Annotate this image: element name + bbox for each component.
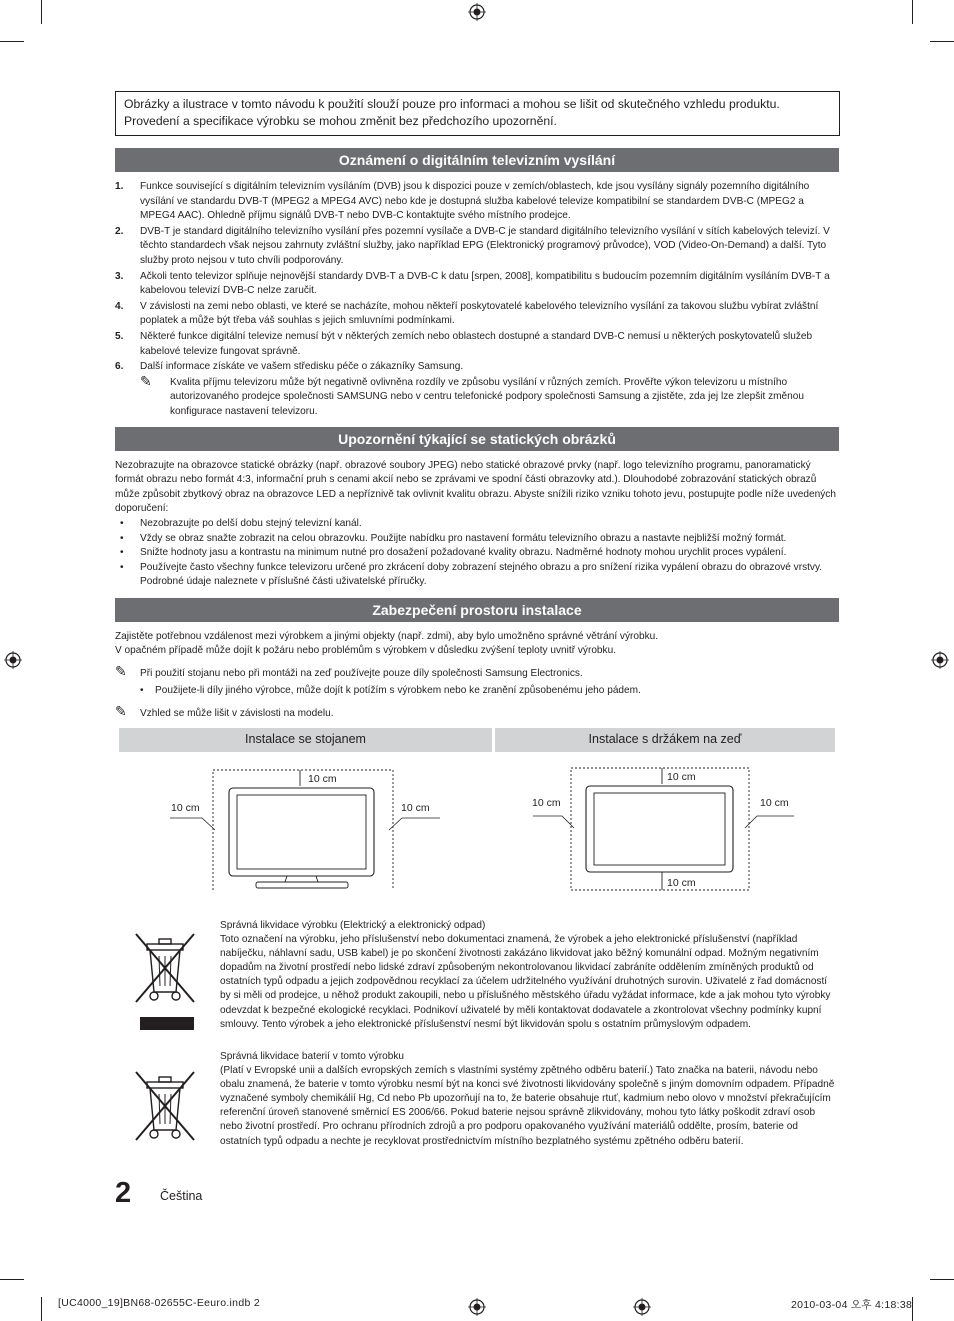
bullet-icon: • [120, 518, 124, 529]
still-images-bullets [115, 517, 839, 590]
page-language: Čeština [160, 1189, 203, 1203]
crop-mark [930, 41, 954, 42]
clearance-top-label: 10 cm [667, 771, 696, 783]
list-item: 1. Funkce související s digitálním televizním vysíláním (DVB) jsou k dispozici pouze v zemích/oblastech, kde jsou vysílány signály pozemního digitálního vysílání ve standardu DVB-T (MPEG2 a MPEG4 AVC) nebo kde je dostupná služba kabelové televize kompatibilní se standardem DVB-C (MPEG2 a MPEG4 AAC). Ohledně příjmu signálů DVB-T nebo DVB-C kontaktujte svého místního prodejce. [115, 181, 810, 222]
bullet-icon: • [120, 532, 124, 544]
digital-broadcast-list [115, 180, 839, 421]
section-heading-installation-space: Zabezpečení prostoru instalace [115, 598, 839, 622]
clearance-top-label: 10 cm [308, 773, 337, 785]
registration-mark-icon [468, 3, 486, 21]
registration-mark-icon [931, 651, 949, 669]
crossed-bin-icon [133, 930, 197, 1034]
weee-battery-title: Správná likvidace baterií v tomto výrobku [220, 1051, 405, 1062]
bullet-icon: • [120, 561, 124, 573]
installation-note-1: ✎ Při použití stojanu nebo při montáži na zeď používejte pouze díly společnosti Samsung Electronics. [115, 663, 583, 679]
clearance-bottom-label: 10 cm [667, 877, 696, 889]
clearance-right-label: 10 cm [401, 802, 430, 814]
disclaimer-line-2: Provedení a specifikace výrobku se mohou změnit bez předchozího upozornění. [124, 114, 557, 128]
note-item: ✎ Kvalita příjmu televizoru může být negativně ovlivněna rozdíly ve způsobu vysílání v různých zemích. Prověřte výkon televizoru u místního autorizovaného prodejce společnosti SAMSUNG nebo v centru telefonické podpory společnosti Samsung a zjistěte, zda jej lze zlepšit změnou konfigurace nastavení televizoru. [140, 372, 805, 417]
installation-line-1: Zajistěte potřebnou vzdálenost mezi výrobkem a jinými objekty (např. zdmi), aby bylo umožněno správné větrání výrobku. [115, 631, 659, 642]
column-header-stand: Instalace se stojanem [119, 728, 492, 752]
crop-mark [41, 1297, 42, 1321]
installation-line-2: V opačném případě může dojít k požáru nebo problémům s výrobkem v důsledku zvýšení teploty uvnitř výrobku. [115, 645, 617, 656]
bullet-icon: • [140, 685, 144, 696]
weee-product-text: Toto označení na výrobku, jeho příslušenství nebo dokumentaci znamená, že výrobek a jeho elektronické příslušenství (například nabíječku, náhlavní sadu, USB kabel) je po skončení životnosti zakázáno likvidovat jako běžný komunální odpad. Možným negativním dopadům na životní prostředí nebo lidské zdraví způsobeným nekontrolovanou likvidací zabráníte oddělením zmíněných produktů od ostatních typů odpadu a jejich zodpovědnou recyklací za účelem udržitelného využívání druhotných surovin. Uživatelé z řad domácností by si měli od prodejce, u něhož produkt zakoupili, nebo u příslušného městského úřadu vyžádat informace, kde a jak mohou tyto výrobky odevzdat k bezpečné ekologické recyklaci. Podnikoví uživatelé by měli kontaktovat dodavatele a zkontrolovat všechny podmínky kupní smlouvy. Tento výrobek a jeho elektronické příslušenství nesmí být likvidován spolu s ostatním průmyslovým odpadem. [220, 934, 831, 1030]
list-item: • Snižte hodnoty jasu a kontrastu na minimum nutné pro dosažení požadované kvality obrazu. Nadměrné hodnoty mohou urychlit proces vypálení. [115, 546, 839, 561]
clearance-left-label: 10 cm [171, 802, 200, 814]
list-item: • Nezobrazujte po delší dobu stejný televizní kanál. [115, 517, 839, 532]
registration-mark-icon [468, 1298, 486, 1316]
clearance-right-label: 10 cm [760, 797, 789, 809]
still-images-intro: Nezobrazujte na obrazovce statické obrázky (např. obrazové soubory JPEG) nebo statické obrazové prvky (např. logo televizního programu, panoramatický formát obrazu nebo formát 4:3, informační pruh s cenami akcií nebo se zprávami ve spodní části obrazovky atd.). Dlouhodobé zobrazování statických obrazů může způsobit zbytkový obraz na obrazovce LED a nepříznivě tak ovlivnit kvalitu obrazu. Abyste snížili riziko vzniku tohoto jevu, postupujte podle níže uvedených doporučení: [115, 460, 836, 514]
crop-mark [0, 41, 24, 42]
list-item: 6. Další informace získáte ve vašem středisku péče o zákazníky Samsung. [115, 361, 464, 373]
section-heading-still-images: Upozornění týkající se statických obrázků [115, 427, 839, 451]
pencil-note-icon: ✎ [140, 372, 152, 389]
list-item: • Vždy se obraz snažte zobrazit na celou obrazovku. Použijte nabídku pro nastavení formátu televizního obrazu a nastavte nejbližší možný formát. [115, 532, 839, 547]
wall-installation-diagram [530, 762, 800, 894]
bullet-icon: • [120, 547, 124, 559]
print-file-slug: [UC4000_19]BN68-02655C-Eeuro.indb 2 [58, 1297, 260, 1309]
installation-note-2: ✎ Vzhled se může lišit v závislosti na modelu. [115, 703, 334, 719]
weee-product-block [220, 919, 836, 1032]
disclaimer-line-1: Obrázky a ilustrace v tomto návodu k použití slouží pouze pro informaci a mohou se lišit od skutečného vzhledu produktu. [124, 97, 780, 111]
page-number: 2 [115, 1177, 132, 1209]
column-header-wall: Instalace s držákem na zeď [495, 728, 835, 752]
disclaimer-box [115, 91, 840, 136]
list-item: • Používejte často všechny funkce televizoru určené pro zkrácení doby zobrazení stejného obrazu a pro snížení rizika vypálení obrazu do obrazové vrstvy. Podrobné údaje naleznete v příslušné části uživatelské příručky. [120, 561, 823, 588]
installation-subbullet: • Použijete-li díly jiného výrobce, může dojít k potížím s výrobkem nebo ke zranění způsobenému jeho pádem. [115, 684, 839, 698]
crop-mark [930, 1279, 954, 1280]
weee-battery-text: (Platí v Evropské unii a dalších evropských zemích s vlastními systémy zpětného odběru baterií.) Tato značka na baterii, návodu nebo obalu znamená, že baterie v tomto výrobku nesmí být na konci své životnosti likvidovány společně s jiným domovním odpadem. Případně vyznačené symboly chemikálií Hg, Cd nebo Pb upozorňují na to, že baterie obsahuje rtuť, kadmium nebo olovo v množství překračujícím referenční úroveň stanovené směrnicí ES 2006/66. Pokud baterie nejsou správně zlikvidovány, mohou tyto látky poškodit zdraví osob nebo životní prostředí. Pro ochranu přírodních zdrojů a pro podporu opakovaného využívání materiálů oddělte, prosím, baterie od ostatních typů odpadu a nechte je recyklovat prostřednictvím místního bezplatného systému zpětného odběru baterií. [220, 1065, 835, 1147]
section-heading-digital-broadcast: Oznámení o digitálním televizním vysílání [115, 148, 839, 172]
weee-battery-block [220, 1050, 836, 1149]
registration-mark-icon [633, 1298, 651, 1316]
crop-mark [912, 0, 913, 24]
crop-mark [0, 1279, 24, 1280]
list-item: 3. Ačkoli tento televizor splňuje nejnovější standardy DVB-T a DVB-C k datu [srpen, 2008], kompatibilitu s budoucím pozemním digitálním vysíláním DVB-T a kabelovou televizí DVB-C nelze zaručit. [115, 270, 830, 297]
registration-mark-icon [4, 651, 22, 669]
list-item: 5. Některé funkce digitální televize nemusí být v některých zemích nebo oblastech dostupné a standard DVB-C nemusí u některých poskytovatelů služeb kabelové televize fungovat správně. [115, 330, 813, 357]
pencil-note-icon: ✎ [115, 703, 127, 719]
crop-mark [41, 0, 42, 24]
weee-product-title: Správná likvidace výrobku (Elektrický a elektronický odpad) [220, 920, 486, 931]
crossed-battery-bin-icon [133, 1068, 197, 1144]
list-item: 2. DVB-T je standard digitálního televizního vysílání přes pozemní vysílače a DVB-C je standard digitálního televizního vysílání v sítích kabelových televizí. V těchto standardech však nejsou zahrnuty zvláštní služby, jako například EPG (Elektronický programový průvodce), VOD (Video-On-Demand) a další. Tyto služby proto nejsou v tuto chvíli podporovány. [115, 225, 830, 266]
pencil-note-icon: ✎ [115, 663, 127, 679]
list-item: 4. V závislosti na zemi nebo oblasti, ve které se nacházíte, mohou někteří poskytovatelé kabelového televizního vysílání za takovou službu vybírat zvláštní poplatek a může být třeba váš souhlas s jejich smluvními podmínkami. [115, 300, 819, 327]
clearance-left-label: 10 cm [532, 797, 561, 809]
print-timestamp: 2010-03-04 오후 4:18:38 [791, 1299, 913, 1311]
